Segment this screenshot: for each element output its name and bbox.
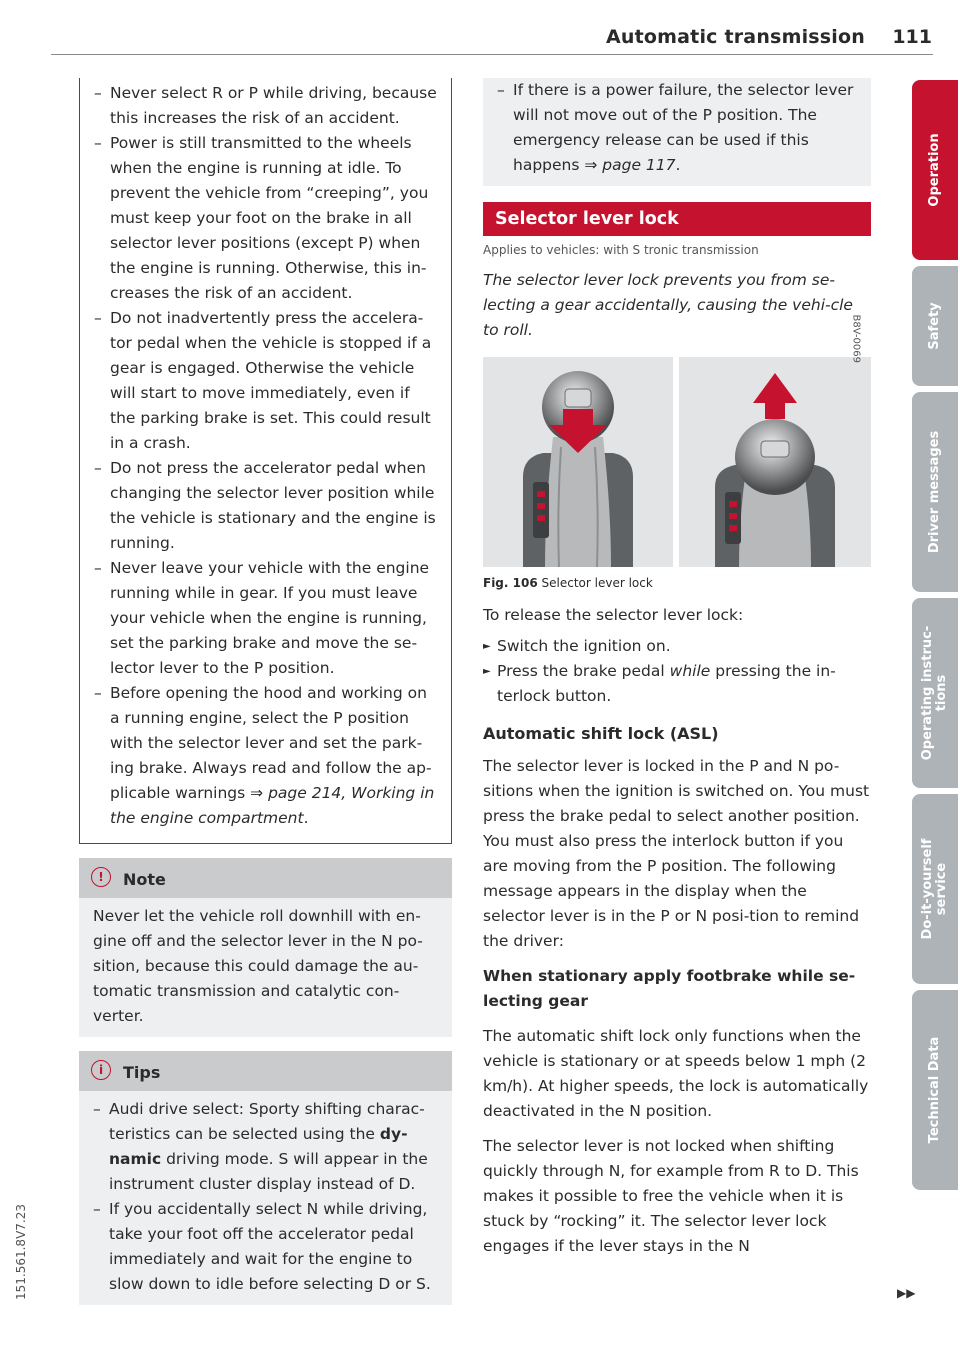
list-item: – Never leave your vehicle with the engine running while in gear. If you must leave your vehicle when the engine is running, set the parking brake and move the se-lector lever to the P position. [94,556,439,681]
document-code: 151.561.8V7.23 [14,1204,28,1300]
exclamation-icon: ! [91,867,111,887]
tab-do-it-yourself-service[interactable]: Do-it-yourself service [912,794,958,984]
page-reference-link[interactable]: ⇒ page 117 [584,156,676,174]
tab-operation[interactable]: Operation [912,80,958,260]
tips-header [79,1051,452,1091]
asl-paragraph-1: The selector lever is locked in the P and N po-sitions when the ignition is switched on. You must press the brake pedal to select another position. You must also press the interlock button if you are moving from the P position. The following message appears in the display when the selector lever is in the P or N posi-tion to remind the driver: [483,757,870,950]
warning-continuation-box [483,78,871,186]
tab-operating-instructions[interactable]: Operating instruc- tions [912,598,958,788]
figure-selector-lever [483,314,871,567]
note-header [79,858,452,898]
list-item: – If there is a power failure, the selector lever will not move out of the P position. The emergency release can be used if this happens ⇒ page 117. [497,78,859,178]
list-item: – Never select R or P while driving, because this increases the risk of an accident. [94,81,439,131]
header-divider [51,54,933,55]
display-message: When stationary apply footbrake while se-lecting gear [483,967,856,1010]
section-title: Selector lever lock [483,202,871,236]
chapter-title: Automatic transmission [606,26,865,48]
section-intro: The selector lever lock prevents you from se-lecting a gear accidentally, causing the vehi-cle to roll. [483,271,853,339]
page-header [0,0,960,60]
asl-paragraph-3: The selector lever is not locked when shifting quickly through N, for example from R to D. This makes it possible to free the vehicle when it is stuck by “rocking” it. The selector lever lock engages if the lever stays in the N [483,1137,859,1255]
continue-arrow-icon: ▶▶ [897,1286,916,1300]
page-reference-link[interactable]: ⇒ page 214, Working in the engine compartment [110,784,435,827]
tips-title: Tips [123,1063,161,1082]
tips-body [79,1091,452,1305]
release-steps [483,634,871,709]
asl-heading: Automatic shift lock (ASL) [483,724,719,743]
note-body: Never let the vehicle roll downhill with en-gine off and the selector lever in the N po-sition, because this could damage the au-tomatic transmission and catalytic con-verter. [79,898,452,1037]
list-item: ► Switch the ignition on. [483,634,871,659]
tab-technical-data[interactable]: Technical Data [912,990,958,1190]
list-item: – If you accidentally select N while driving, take your foot off the accelerator pedal immediately and wait for the engine to slow down to idle before selecting D or S. [93,1197,440,1297]
right-column [483,78,871,1259]
tab-safety[interactable]: Safety [912,266,958,386]
list-item: – Do not inadvertently press the accelera-tor pedal when the vehicle is stopped if a gear is engaged. Otherwise the vehicle will start to move immediately, even if the parking brake is set. This could result in a crash. [94,306,439,456]
warning-box [79,78,452,844]
lever-released-illustration [679,314,871,567]
note-title: Note [123,870,166,889]
page-number: 111 [892,26,932,48]
release-lead: To release the selector lever lock: [483,606,744,624]
asl-paragraph-2: The automatic shift lock only functions when the vehicle is stationary or at speeds below 1 mph (2 km/h). At higher speeds, the lock is automatically deactivated in the N position. [483,1027,869,1120]
warning-list [94,81,439,831]
figure-caption: Fig. 106 Selector lever lock [483,576,653,590]
list-item: – Audi drive select: Sporty shifting charac-teristics can be selected using the dy-namic driving mode. S will appear in the instrument cluster display instead of D. [93,1097,440,1197]
info-icon: i [91,1060,111,1080]
list-item: – Before opening the hood and working on a running engine, select the P position with the selector lever and set the park-ing brake. Always read and follow the ap-plicable warnings ⇒ page 214, Working in the engine compartment. [94,681,439,831]
lever-pressed-illustration [483,357,673,567]
tab-driver-messages[interactable]: Driver messages [912,392,958,592]
list-item: – Power is still transmitted to the wheels when the engine is running at idle. To prevent the vehicle from “creeping”, you must keep your foot on the brake in all selector lever positions (except P) when the engine is running. Otherwise, this in-creases the risk of an accident. [94,131,439,306]
left-column [79,78,452,1305]
figure-code: B8V-0069 [851,314,862,363]
list-item: ► Press the brake pedal while pressing the in-terlock button. [483,659,871,709]
list-item: – Do not press the accelerator pedal when changing the selector lever position while the vehicle is stationary and the engine is running. [94,456,439,556]
applies-to-note: Applies to vehicles: with S tronic transmission [483,243,759,257]
